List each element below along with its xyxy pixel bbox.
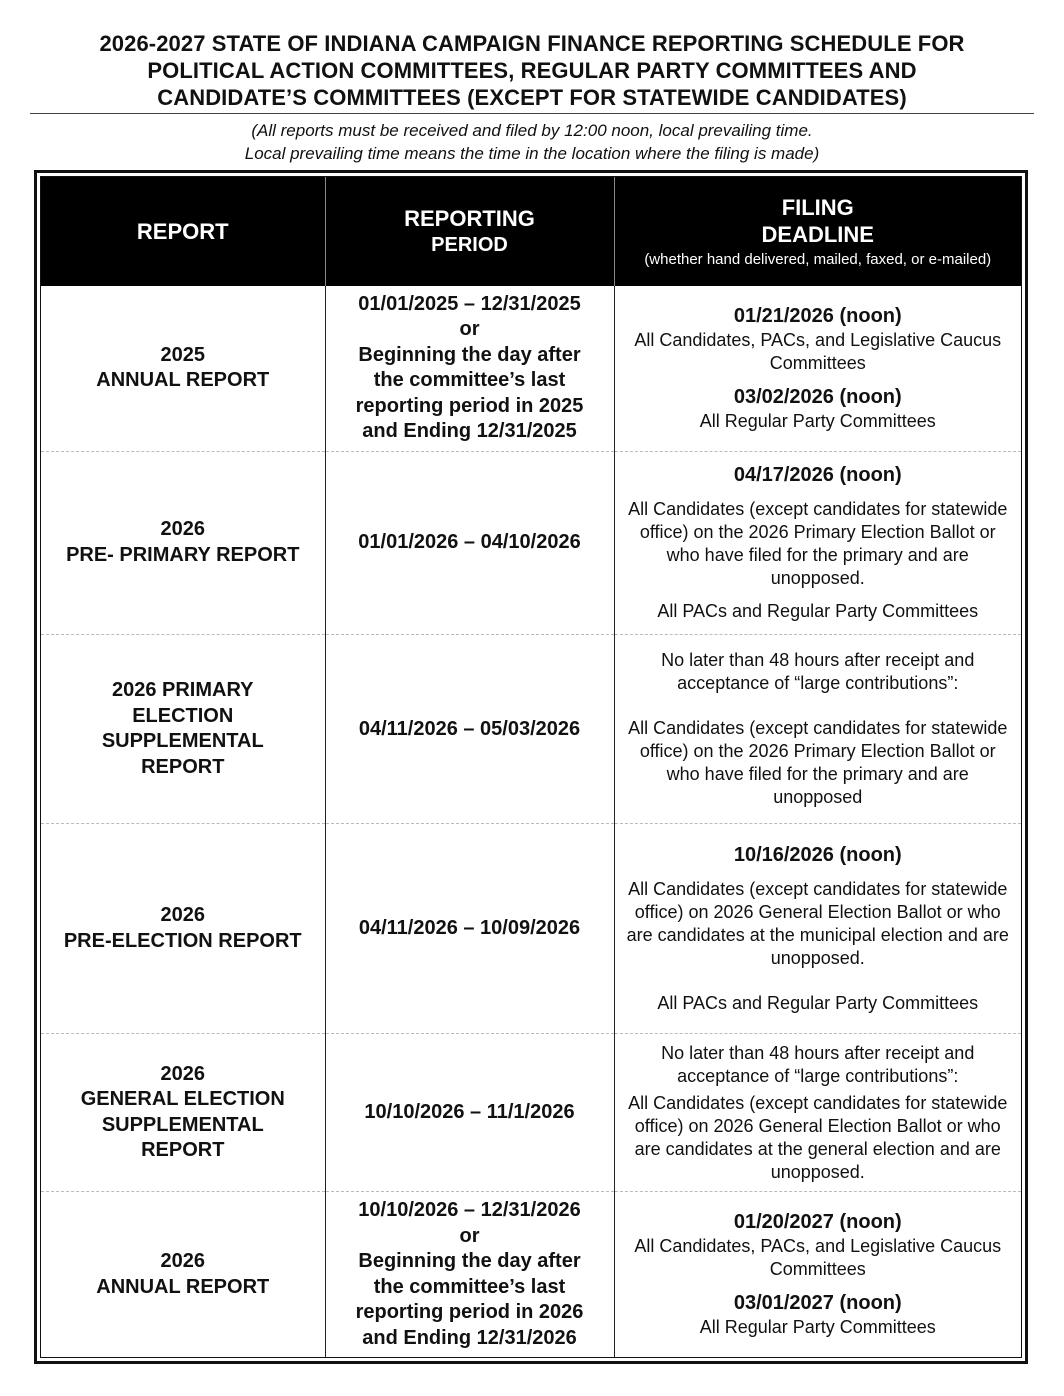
- report-cell: [41, 451, 325, 634]
- report-cell: [41, 286, 325, 451]
- report-line: SUPPLEMENTAL: [101, 1113, 264, 1136]
- header-period-line1: REPORTING: [404, 205, 535, 231]
- report-line: 2026: [160, 904, 205, 927]
- header-deadline: [614, 177, 1021, 286]
- header-period-line2: PERIOD: [431, 233, 508, 256]
- title-line: POLITICAL ACTION COMMITTEES, REGULAR PARTY COMMITTEES AND: [147, 58, 917, 83]
- period-line: Beginning the day after: [358, 1250, 581, 1273]
- period-line: the committee’s last: [373, 1275, 566, 1298]
- deadline-cell: [614, 1192, 1021, 1357]
- deadline-text: All Candidates (except candidates for statewide office) on the 2026 Primary Election Ballot or who have filed for the primary and are unopposed: [628, 718, 1008, 808]
- table-row: [41, 286, 1021, 451]
- report-cell: [41, 635, 325, 824]
- deadline-text: All Candidates (except candidates for statewide office) on 2026 General Election Ballot or who are candidates at the general election and are unopposed.: [628, 1092, 1008, 1182]
- deadline-cell: [614, 824, 1021, 1033]
- period-line: and Ending 12/31/2025: [362, 420, 577, 443]
- period-cell: [325, 1192, 614, 1357]
- note-line: Local prevailing time means the time in the location where the filing is made): [244, 144, 820, 163]
- title-line: 2026-2027 STATE OF INDIANA CAMPAIGN FINANCE REPORTING SCHEDULE FOR: [99, 31, 965, 56]
- period-line: reporting period in 2025: [355, 394, 584, 417]
- table-row: [41, 1033, 1021, 1191]
- report-line: REPORT: [141, 755, 225, 778]
- table-row: [41, 824, 1021, 1033]
- report-line: ANNUAL REPORT: [96, 369, 270, 392]
- deadline-text: All Candidates, PACs, and Legislative Caucus Committees: [634, 329, 1002, 373]
- deadline-cell: [614, 635, 1021, 824]
- period-line: Beginning the day after: [358, 343, 581, 366]
- period-cell: [325, 1033, 614, 1191]
- header-report: [41, 177, 325, 286]
- period-line: 10/10/2026 – 12/31/2026: [358, 1199, 581, 1222]
- report-line: GENERAL ELECTION: [80, 1088, 285, 1110]
- table-row: [41, 635, 1021, 824]
- report-line: REPORT: [141, 1139, 225, 1161]
- title-divider: [30, 113, 1034, 114]
- period-cell: [325, 824, 614, 1033]
- deadline-text: All Candidates (except candidates for statewide office) on 2026 General Election Ballot or who are candidates at the municipal election and are unopposed.: [626, 878, 1009, 968]
- period-line: and Ending 12/31/2026: [362, 1326, 577, 1349]
- period-line: reporting period in 2026: [355, 1301, 584, 1324]
- table-header-row: [41, 177, 1021, 286]
- table-row: [41, 1192, 1021, 1357]
- period-line: the committee’s last: [373, 369, 566, 392]
- deadline-text: All PACs and Regular Party Committees: [657, 600, 979, 621]
- header-deadline-line2: DEADLINE: [761, 222, 874, 247]
- page-title: [30, 30, 1034, 111]
- deadline-cell: [614, 451, 1021, 634]
- period-line: 04/11/2026 – 10/09/2026: [358, 916, 581, 939]
- report-line: SUPPLEMENTAL: [101, 730, 264, 753]
- deadline-text: No later than 48 hours after receipt and acceptance of “large contributions”:: [661, 1042, 975, 1086]
- report-line: 2026 PRIMARY: [111, 679, 254, 702]
- deadline-text: All Regular Party Committees: [699, 1317, 936, 1338]
- deadline-text: All Regular Party Committees: [699, 410, 936, 431]
- report-cell: [41, 824, 325, 1033]
- report-line: PRE-ELECTION REPORT: [63, 929, 302, 952]
- schedule-table: [41, 177, 1021, 1357]
- schedule-table-inner: [40, 176, 1022, 1358]
- period-line: 01/01/2026 – 04/10/2026: [358, 531, 581, 554]
- header-report-label: REPORT: [136, 219, 229, 244]
- schedule-table-frame: [34, 170, 1028, 1364]
- deadline-date: 04/17/2026 (noon): [733, 463, 902, 486]
- period-line: 10/10/2026 – 11/1/2026: [364, 1100, 575, 1123]
- report-cell: [41, 1033, 325, 1191]
- filing-note: [30, 119, 1034, 165]
- period-cell: [325, 635, 614, 824]
- deadline-date: 01/21/2026 (noon): [733, 304, 902, 327]
- deadline-text: All PACs and Regular Party Committees: [657, 992, 979, 1013]
- title-line: CANDIDATE’S COMMITTEES (EXCEPT FOR STATEWIDE CANDIDATES): [157, 85, 907, 110]
- deadline-date: 03/01/2027 (noon): [733, 1292, 902, 1315]
- deadline-text: All Candidates (except candidates for statewide office) on the 2026 Primary Election Ballot or who have filed for the primary and are unopposed.: [628, 498, 1008, 588]
- report-line: 2025: [160, 343, 205, 366]
- deadline-date: 03/02/2026 (noon): [733, 385, 902, 408]
- period-cell: [325, 286, 614, 451]
- period-cell: [325, 451, 614, 634]
- deadline-cell: [614, 1033, 1021, 1191]
- deadline-date: 01/20/2027 (noon): [733, 1211, 902, 1234]
- header-deadline-line1: FILING: [781, 195, 854, 220]
- table-row: [41, 451, 1021, 634]
- header-deadline-note: (whether hand delivered, mailed, faxed, or e-mailed): [644, 251, 992, 268]
- deadline-text: All Candidates, PACs, and Legislative Caucus Committees: [634, 1236, 1002, 1280]
- report-line: 2026: [160, 518, 205, 541]
- deadline-text: No later than 48 hours after receipt and acceptance of “large contributions”:: [661, 650, 975, 694]
- period-line: or: [459, 1224, 480, 1247]
- period-line: 04/11/2026 – 05/03/2026: [358, 717, 581, 740]
- header-period: [325, 177, 614, 286]
- deadline-cell: [614, 286, 1021, 451]
- period-line: 01/01/2025 – 12/31/2025: [358, 292, 581, 315]
- report-cell: [41, 1192, 325, 1357]
- report-line: ANNUAL REPORT: [96, 1275, 270, 1298]
- report-line: 2026: [160, 1250, 205, 1273]
- note-line: (All reports must be received and filed by 12:00 noon, local prevailing time.: [251, 121, 813, 140]
- report-line: 2026: [160, 1062, 205, 1085]
- report-line: ELECTION: [132, 704, 234, 727]
- report-line: PRE- PRIMARY REPORT: [66, 543, 300, 566]
- deadline-date: 10/16/2026 (noon): [733, 843, 902, 866]
- period-line: or: [459, 318, 480, 341]
